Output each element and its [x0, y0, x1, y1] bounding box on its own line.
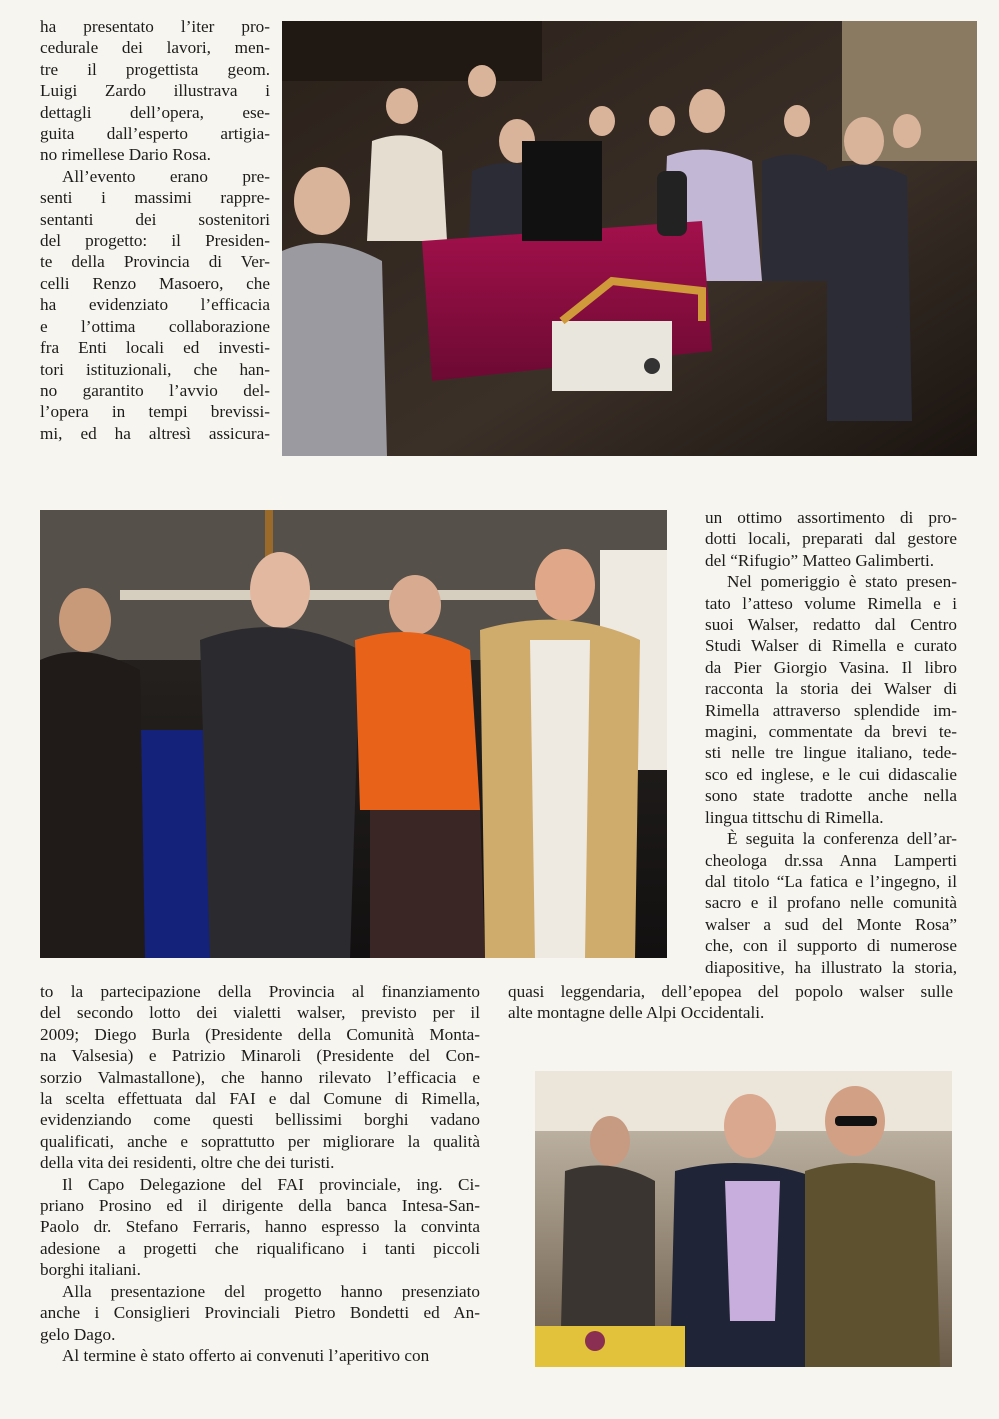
- text-line: mi, ed ha altresì assicura-: [40, 423, 270, 443]
- text-line: alte montagne delle Alpi Occidentali.: [508, 1003, 765, 1023]
- text-line: qualificati, anche e soprattutto per migliorare la qualità: [40, 1131, 480, 1151]
- text-column-right-wide: [508, 981, 953, 1024]
- text-line: sco ed inglese, e le cui didascalie: [705, 764, 957, 784]
- text-line: guita dall’esperto artigia-: [40, 124, 270, 144]
- text-line: racconta la storia dei Walser di: [705, 679, 957, 699]
- text-line: e l’ottima collaborazione: [40, 316, 270, 336]
- text-line: sono state tradotte anche nella: [705, 786, 957, 806]
- text-line: tato l’atteso volume Rimella e i: [705, 593, 957, 613]
- text-column-top-left: [40, 16, 270, 444]
- text-line: la scelta effettuata dal FAI e dal Comune di Rimella,: [40, 1089, 480, 1109]
- text-line: no garantito l’avvio del-: [40, 380, 270, 400]
- text-line: magini, commentate da brevi te-: [705, 722, 957, 742]
- text-line: tori istituzionali, che han-: [40, 359, 270, 379]
- text-line: All’evento erano pre-: [62, 166, 270, 186]
- text-line: Rimella attraverso splendide im-: [705, 700, 957, 720]
- text-line: sacro e il profano nelle comunità: [705, 893, 957, 913]
- text-line: fra Enti locali ed investi-: [40, 338, 270, 358]
- text-line: che, con il supporto di numerose: [705, 936, 957, 956]
- text-line: dotti locali, preparati dal gestore: [705, 529, 957, 549]
- text-line: dal titolo “La fatica e l’ingegno, il: [705, 871, 957, 891]
- text-line: Paolo dr. Stefano Ferraris, hanno espresso la convinta: [40, 1217, 480, 1237]
- text-line: Luigi Zardo illustrava i: [40, 81, 270, 101]
- text-line: della vita dei residenti, oltre che dei turisti.: [40, 1153, 335, 1173]
- text-line: del progetto: il Presiden-: [40, 231, 270, 251]
- text-line: 2009; Diego Burla (Presidente della Comunità Monta-: [40, 1024, 480, 1044]
- text-line: walser a sud del Monte Rosa”: [705, 914, 957, 934]
- text-line: Studi Walser di Rimella e curato: [705, 636, 957, 656]
- text-line: Il Capo Delegazione del FAI provinciale, ing. Ci-: [62, 1174, 480, 1194]
- text-line: to la partecipazione della Provincia al finanziamento: [40, 982, 480, 1001]
- text-line: da Pier Giorgio Vasina. Il libro: [705, 657, 957, 677]
- text-line: È seguita la conferenza dell’ar-: [727, 829, 957, 849]
- text-line: ha presentato l’iter pro-: [40, 17, 270, 36]
- text-line: un ottimo assortimento di pro-: [705, 508, 957, 527]
- text-line: quasi leggendaria, dell’epopea del popolo walser sulle: [508, 982, 953, 1001]
- photo-group-tasting: [535, 1071, 952, 1367]
- text-line: cedurale dei lavori, men-: [40, 38, 270, 58]
- text-line: sentanti dei sostenitori: [40, 209, 270, 229]
- text-column-bottom-left: [40, 981, 480, 1366]
- text-line: cheologa dr.ssa Anna Lamperti: [705, 850, 957, 870]
- text-line: senti i massimi rappre-: [40, 188, 270, 208]
- text-line: dettagli dell’opera, ese-: [40, 102, 270, 122]
- text-line: lingua tittschu di Rimella.: [705, 807, 884, 827]
- text-line: gelo Dago.: [40, 1324, 116, 1344]
- text-line: celli Renzo Masoero, che: [40, 273, 270, 293]
- text-line: na Valsesia) e Patrizio Minaroli (Presidente del Con-: [40, 1046, 480, 1066]
- text-line: Al termine è stato offerto ai convenuti l’aperitivo con: [62, 1345, 430, 1365]
- text-line: sti nelle tre lingue italiano, tede-: [705, 743, 957, 763]
- text-line: Nel pomeriggio è stato presen-: [727, 572, 957, 592]
- text-line: no rimellese Dario Rosa.: [40, 145, 211, 165]
- text-line: suoi Walser, redatto dal Centro: [705, 615, 957, 635]
- text-line: tre il progettista geom.: [40, 59, 270, 79]
- text-line: del “Rifugio” Matteo Galimberti.: [705, 550, 935, 570]
- text-line: adesione a progetti che riqualificano i tanti piccoli: [40, 1238, 480, 1258]
- text-line: ha evidenziato l’efficacia: [40, 295, 270, 315]
- text-line: te della Provincia di Ver-: [40, 252, 270, 272]
- text-line: l’opera in tempi brevissi-: [40, 402, 270, 422]
- photo-conference-audience: [282, 21, 977, 456]
- text-line: sorzio Valmastallone), che hanno rilevato l’efficacia e: [40, 1067, 480, 1087]
- text-line: del secondo lotto dei vialetti walser, previsto per il: [40, 1003, 480, 1023]
- text-line: priano Prosino ed il dirigente della banca Intesa-San-: [40, 1196, 480, 1216]
- text-line: anche i Consiglieri Provinciali Pietro Bondetti ed An-: [40, 1303, 480, 1323]
- text-line: evidenziando come questi bellissimi borghi vadano: [40, 1110, 480, 1130]
- text-line: diapositive, ha illustrato la storia,: [705, 957, 957, 977]
- photo-four-people-standing: [40, 510, 667, 958]
- text-column-right-middle: [705, 507, 957, 978]
- text-line: Alla presentazione del progetto hanno presenziato: [62, 1281, 480, 1301]
- text-line: borghi italiani.: [40, 1260, 141, 1280]
